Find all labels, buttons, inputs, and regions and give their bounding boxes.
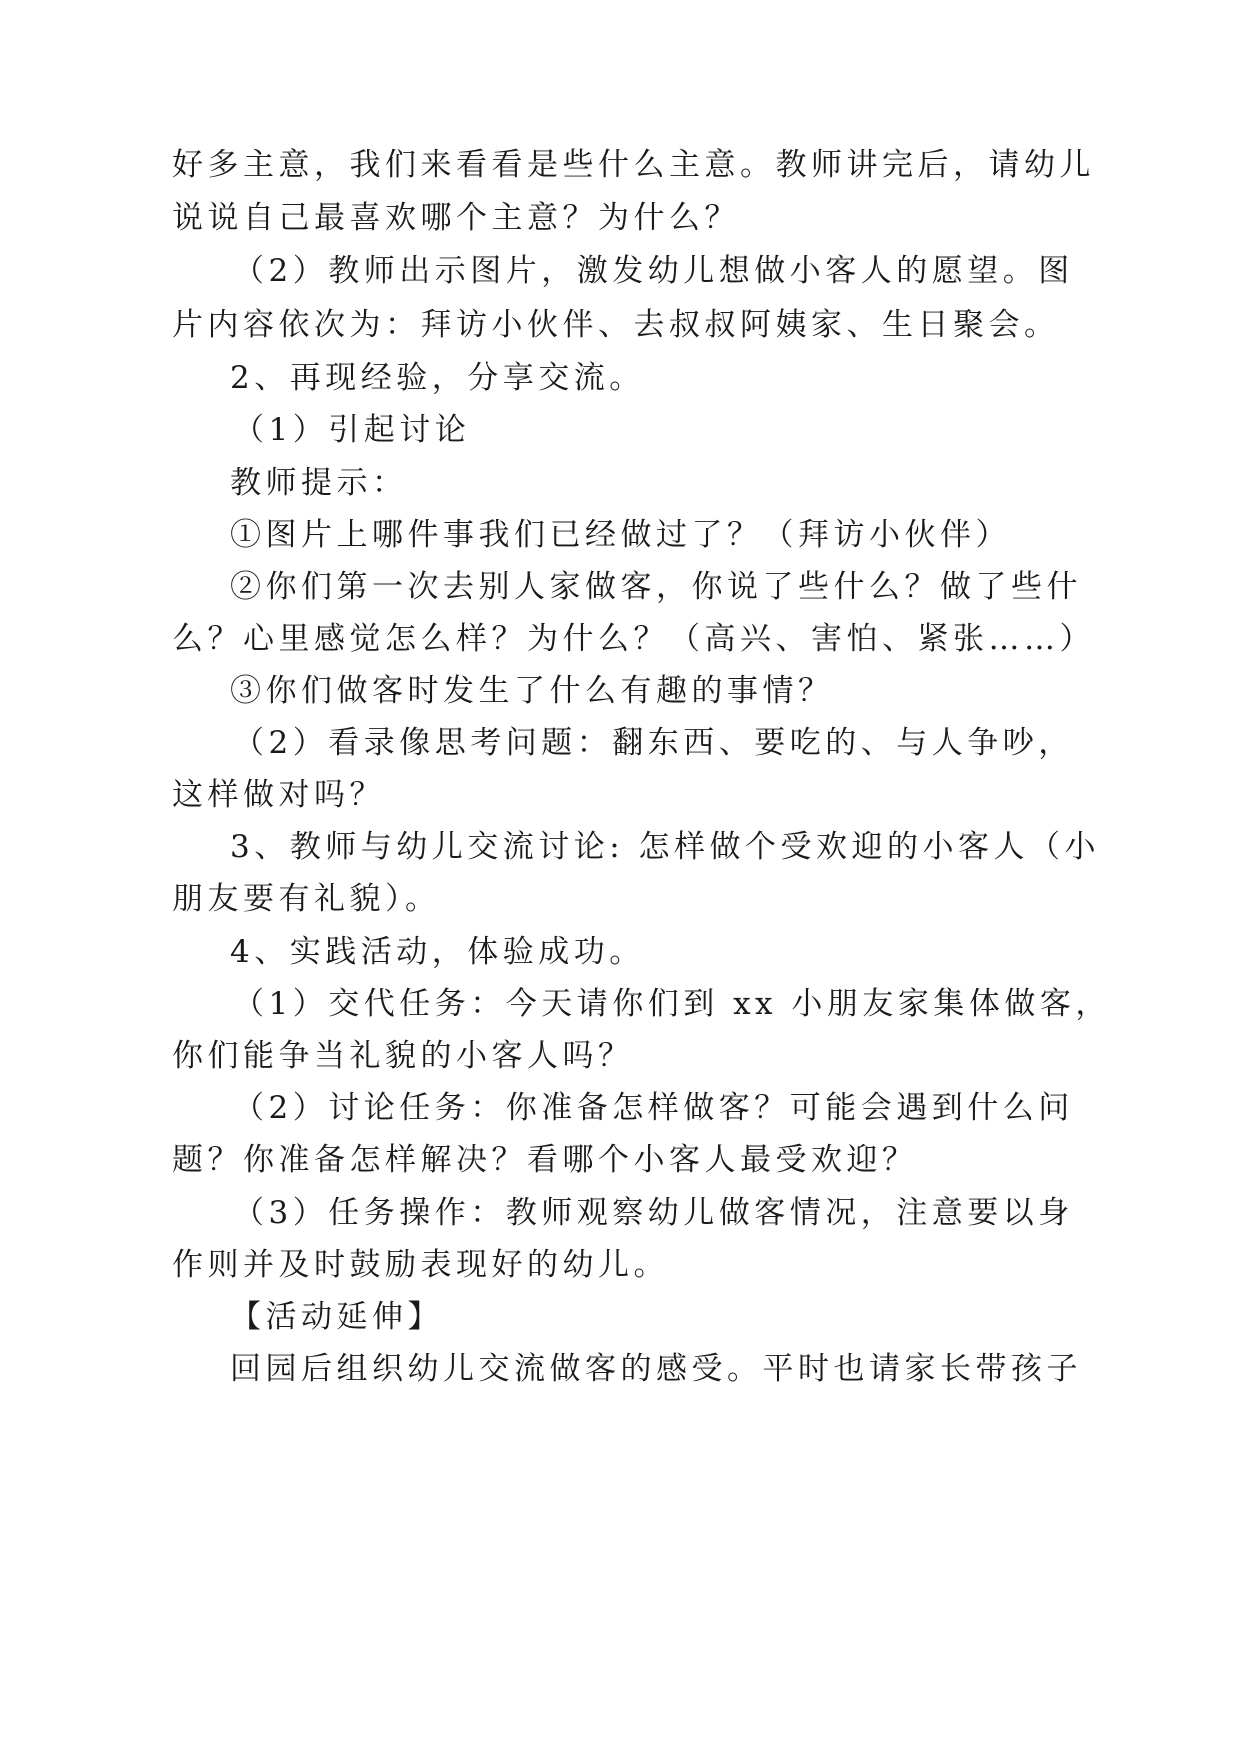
text-line: （1）交代任务：今天请你们到 xx 小朋友家集体做客，	[233, 986, 1111, 1022]
text-line: 3、教师与幼儿交流讨论: 怎样做个受欢迎的小客人（小	[230, 829, 1101, 865]
section-heading: 【活动延伸】	[230, 1299, 443, 1335]
text-line: 么？心里感觉怎么样？为什么？（高兴、害怕、紧张……）	[172, 621, 1095, 657]
text-line: 说说自己最喜欢哪个主意？为什么？	[172, 200, 740, 236]
text-line: 这样做对吗？	[172, 777, 385, 813]
text-line: 4、实践活动，体验成功。	[230, 934, 645, 970]
text-line: 片内容依次为：拜访小伙伴、去叔叔阿姨家、生日聚会。	[172, 307, 1060, 343]
text-line: （2）看录像思考问题：翻东西、要吃的、与人争吵，	[233, 725, 1074, 761]
text-line: （3）任务操作：教师观察幼儿做客情况，注意要以身	[233, 1195, 1074, 1231]
text-line: 作则并及时鼓励表现好的幼儿。	[172, 1247, 669, 1283]
text-line: 题？你准备怎样解决？看哪个小客人最受欢迎？	[172, 1142, 918, 1178]
text-line: 回园后组织幼儿交流做客的感受。平时也请家长带孩子	[230, 1351, 1082, 1387]
text-line: ①图片上哪件事我们已经做过了？（拜访小伙伴）	[230, 517, 1011, 553]
text-line: 教师提示：	[230, 465, 408, 501]
text-line: （2）教师出示图片，激发幼儿想做小客人的愿望。图	[233, 253, 1074, 289]
text-line: 你们能争当礼貌的小客人吗？	[172, 1038, 634, 1074]
text-line: 好多主意，我们来看看是些什么主意。教师讲完后，请幼儿	[172, 147, 1095, 183]
text-line: ②你们第一次去别人家做客，你说了些什么？做了些什	[230, 569, 1082, 605]
text-line: （1）引起讨论	[233, 412, 471, 448]
text-line: （2）讨论任务：你准备怎样做客？可能会遇到什么问	[233, 1090, 1074, 1126]
text-line: 朋友要有礼貌）。	[172, 881, 441, 917]
text-line: ③你们做客时发生了什么有趣的事情？	[230, 673, 834, 709]
text-line: 2、再现经验，分享交流。	[230, 360, 645, 396]
